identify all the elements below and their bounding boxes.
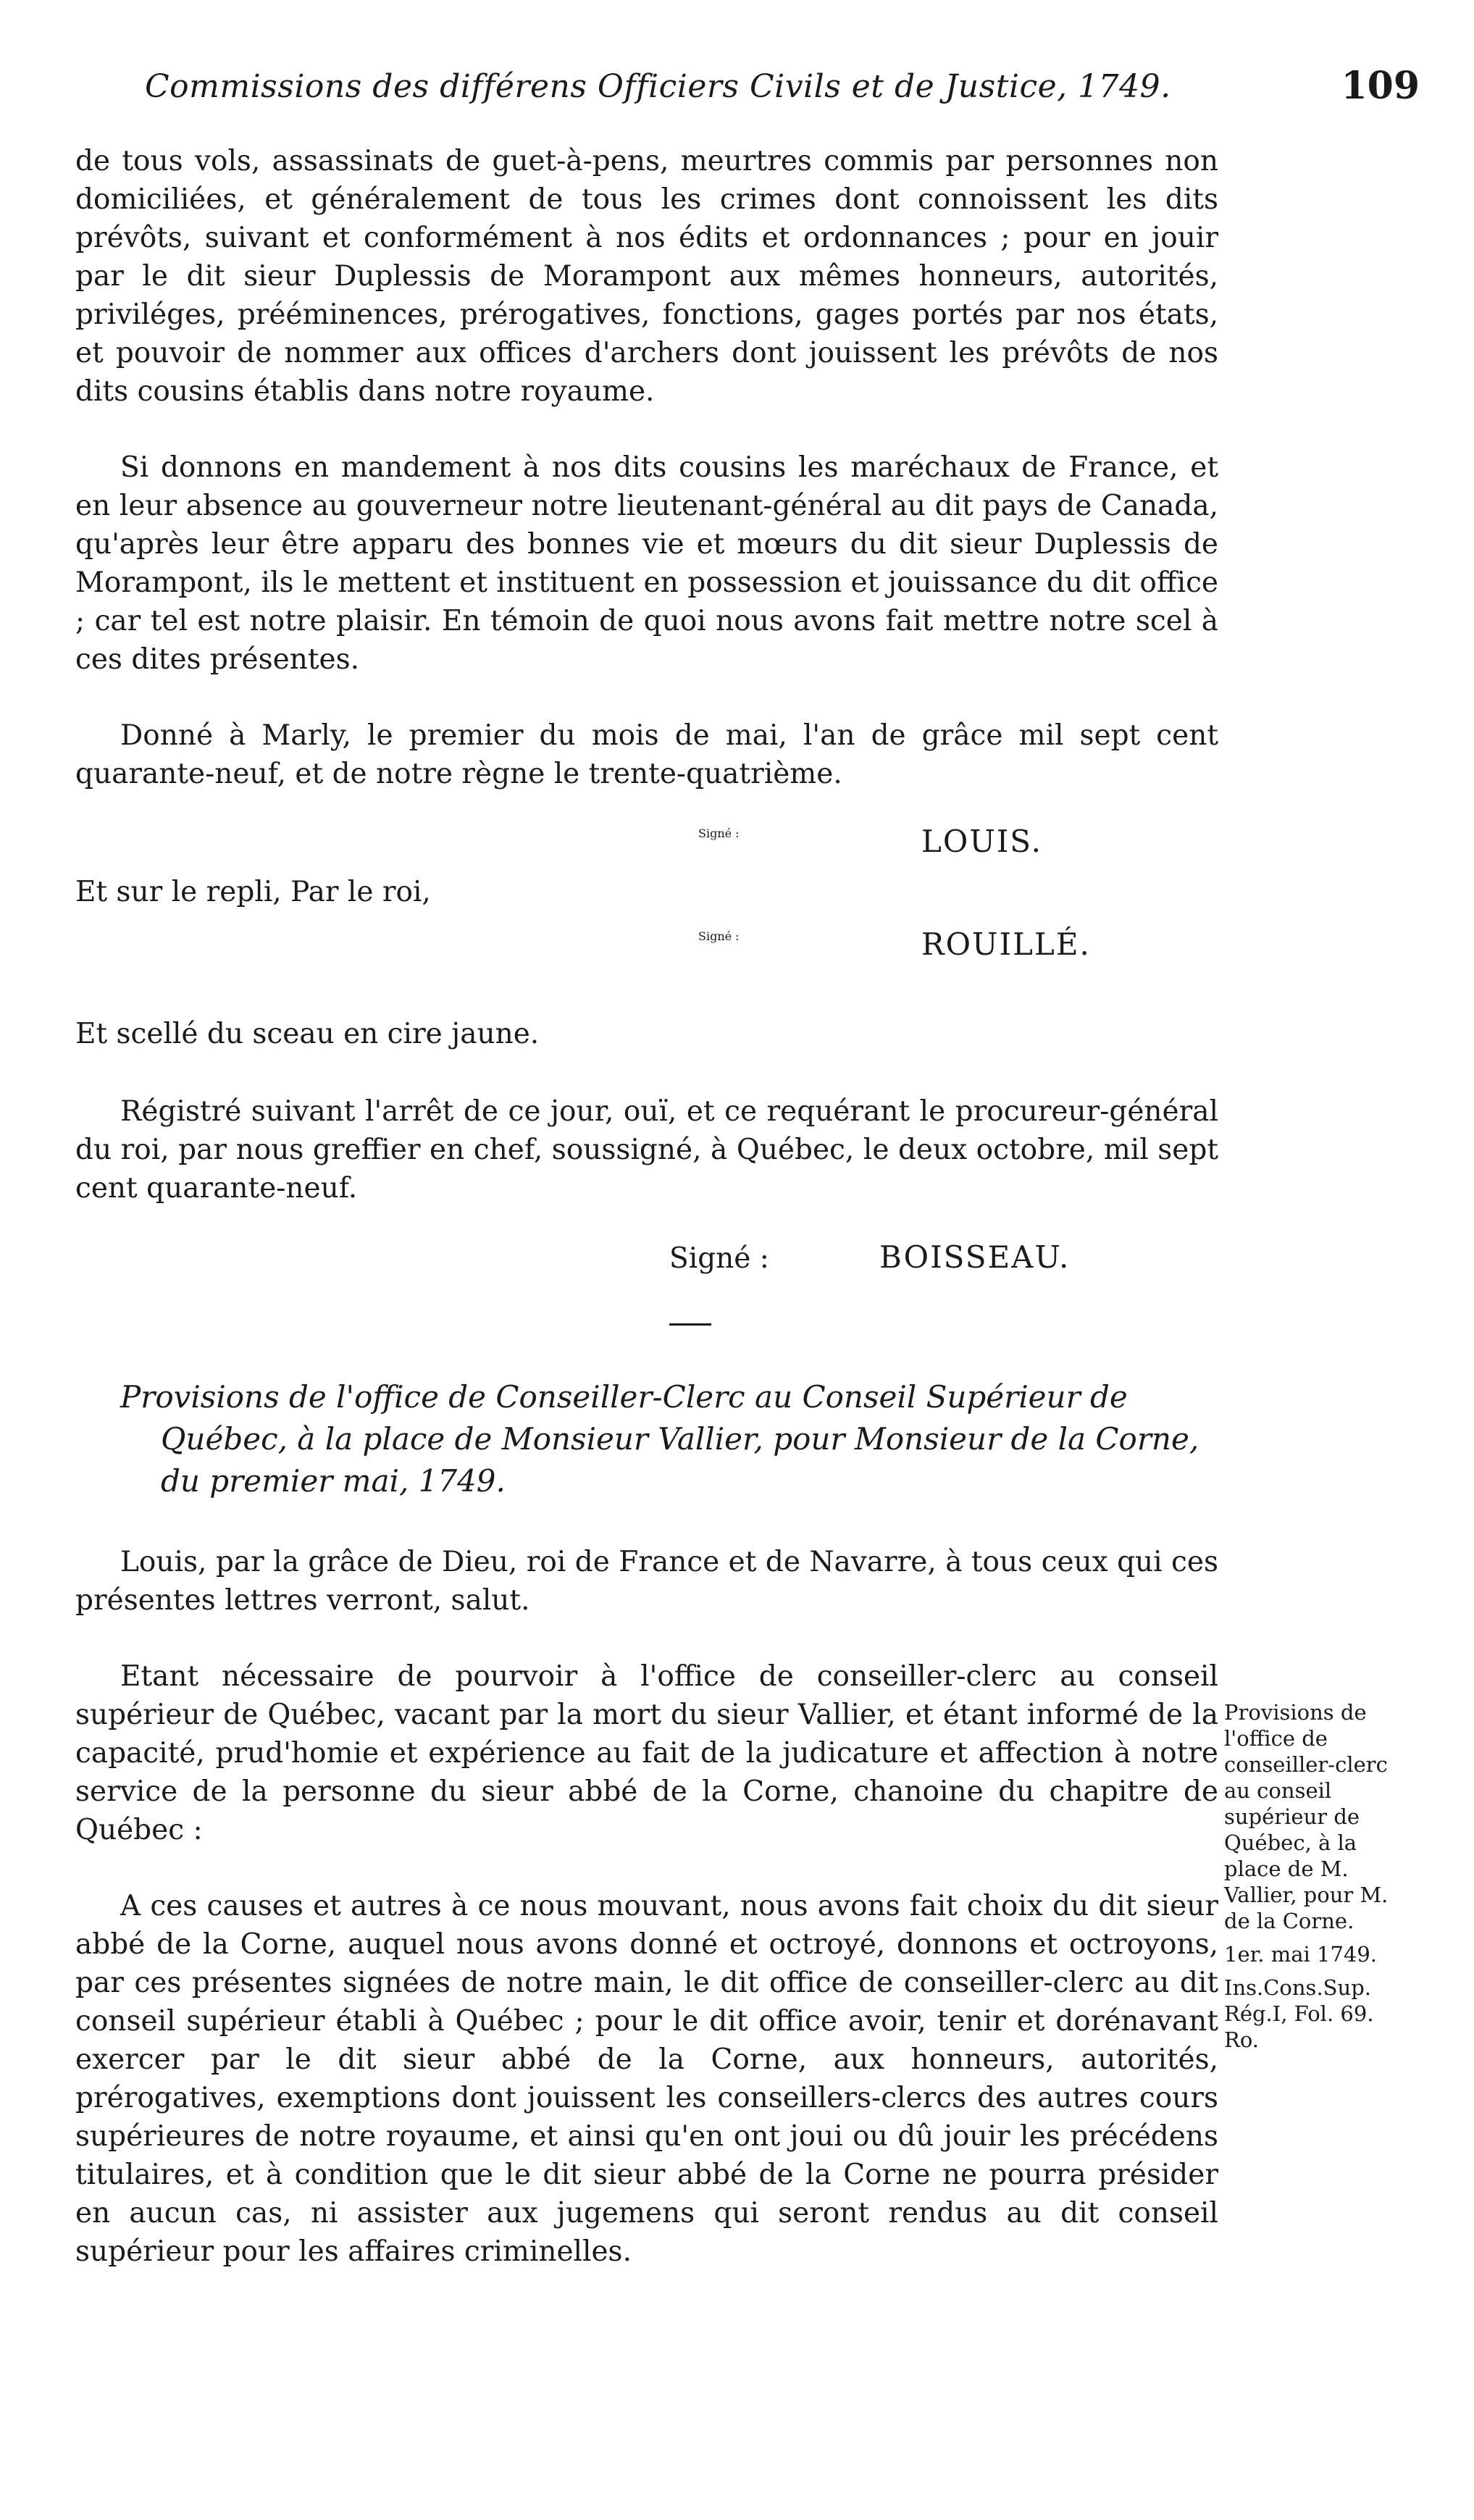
signe-label-louis: Signé : bbox=[698, 826, 740, 840]
running-title: Commissions des différens Officiers Civils et de Justice, 1749. bbox=[145, 68, 1171, 105]
paragraph-salutation: Louis, par la grâce de Dieu, roi de France et de Navarre, à tous ceux qui ces présentes lettres verront, salut. bbox=[75, 1546, 1218, 1617]
margin-note-date: 1er. mai 1749. bbox=[1224, 1942, 1378, 1967]
page-header bbox=[80, 62, 1420, 120]
signe-label-rouille: Signé : bbox=[698, 929, 740, 943]
signature-louis: LOUIS. bbox=[921, 824, 1042, 859]
paragraph-causes: A ces causes et autres à ce nous mouvant, nous avons fait choix du dit sieur abbé de la Corne, auquel nous avons donné et octroyé, donnons et octroyons, par ces présentes signées de notre main, le dit office de conseiller-clerc au dit conseil supérieur établi à Québec ; pour le dit office avoir, tenir et dorénavant exercer par le dit sieur abbé de la Corne, aux honneurs, autorités, prérogatives, exemptions dont jouissent les conseillers-clercs des autres cours supérieures de notre royaume, et ainsi qu'en ont joui ou dû jouir les précédens titulaires, et à condition que le dit sieur abbé de la Corne ne pourra présider en aucun cas, ni assister aux jugemens qui seront rendus au dit conseil supérieur pour les affaires criminelles. bbox=[75, 1890, 1218, 2268]
section-divider bbox=[669, 1323, 711, 1326]
section-title bbox=[75, 1376, 1218, 1502]
signature-block-boisseau bbox=[75, 1236, 1218, 1294]
page-number: 109 bbox=[1341, 64, 1420, 108]
paragraph-etant: Etant nécessaire de pourvoir à l'office de conseiller-clerc au conseil supérieur de Québec, vacant par la mort du sieur Vallier, et étant informé de la capacité, prud'homie et expérience au fait de la judicature et affection à notre service de la personne du sieur abbé de la Corne, chanoine du chapitre de Québec : bbox=[75, 1660, 1218, 1846]
section-title-line-2: Québec, à la place de Monsieur Vallier, pour Monsieur de la Corne, bbox=[161, 1421, 1199, 1457]
paragraph-registre: Régistré suivant l'arrêt de ce jour, ouï, et ce requérant le procureur-général du roi, par nous greffier en chef, soussigné, à Québec, le deux octobre, mil sept cent quarante-neuf. bbox=[75, 1095, 1218, 1205]
signature-rouille: ROUILLÉ. bbox=[921, 926, 1091, 962]
margin-note-reference: Ins.Cons.Sup. Rég.I, Fol. 69. Ro. bbox=[1224, 1975, 1374, 2052]
paragraph-donne: Donné à Marly, le premier du mois de mai, l'an de grâce mil sept cent quarante-neuf, et de notre règne le trente-quatrième. bbox=[75, 719, 1218, 790]
main-text bbox=[75, 142, 1218, 2271]
section-title-line-1: Provisions de l'office de Conseiller-Clerc au Conseil Supérieur de bbox=[120, 1379, 1128, 1415]
signature-block bbox=[75, 822, 1218, 1003]
paragraph-mandement: Si donnons en mandement à nos dits cousins les maréchaux de France, et en leur absence au gouverneur notre lieutenant-général au dit pays de Canada, qu'après leur être apparu des bonnes vie et mœurs du dit sieur Duplessis de Morampont, ils le mettent et instituent en possession et jouissance du dit office ; car tel est notre plaisir. En témoin de quoi nous avons fait mettre notre scel à ces dites présentes. bbox=[75, 451, 1218, 676]
signe-label-boisseau: Signé : bbox=[669, 1242, 769, 1275]
margin-note-text: Provisions de l'office de conseiller-clerc au conseil supérieur de Québec, à la place de M. Vallier, pour M. de la Corne. bbox=[1224, 1700, 1389, 1933]
section-title-line-3: du premier mai, 1749. bbox=[161, 1463, 506, 1499]
paragraph-continuation: de tous vols, assassinats de guet-à-pens, meurtres commis par personnes non domiciliées, et généralement de tous les crimes dont connoissent les dits prévôts, suivant et conformément à nos édits et ordonnances ; pour en jouir par le dit sieur Duplessis de Morampont aux mêmes honneurs, autorités, priviléges, prééminences, prérogatives, fonctions, gages portés par nos états, et pouvoir de nommer aux offices d'archers dont jouissent les prévôts de nos dits cousins établis dans notre royaume. bbox=[75, 145, 1218, 408]
signature-boisseau: BOISSEAU. bbox=[879, 1239, 1071, 1275]
repli-text: Et sur le repli, Par le roi, bbox=[75, 876, 431, 908]
margin-note bbox=[1224, 1699, 1412, 2053]
sealed-note: Et scellé du sceau en cire jaune. bbox=[75, 1018, 540, 1050]
